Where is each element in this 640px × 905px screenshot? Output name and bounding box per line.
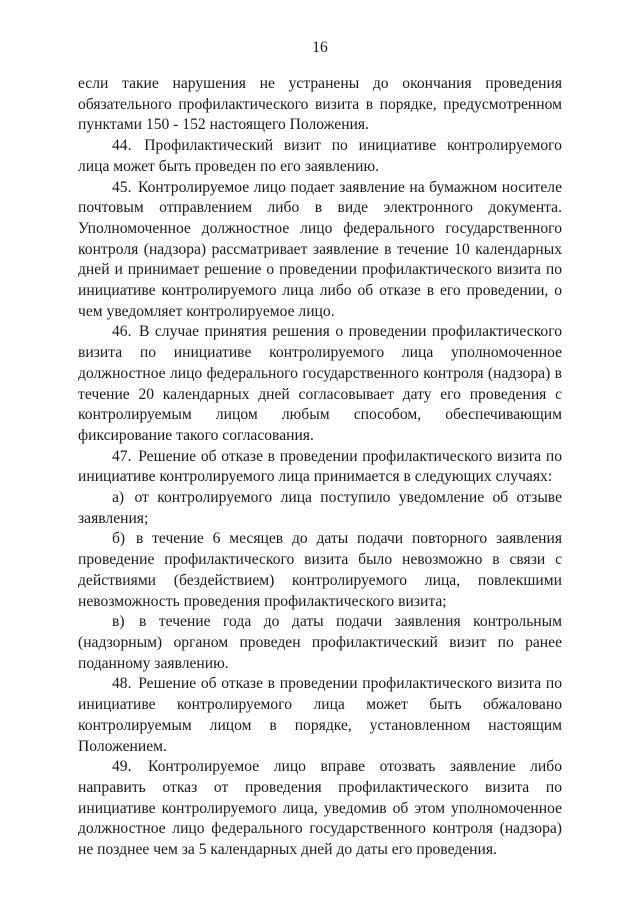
paragraph-continuation: [78, 74, 562, 136]
subitem-letter: б): [112, 530, 126, 548]
subitem-v: [78, 612, 562, 674]
paragraph-45: [78, 178, 562, 323]
document-body: [78, 74, 562, 861]
paragraph-text: Профилактический визит по инициативе контролируемого лица может быть проведен по его заявлению.: [78, 137, 562, 175]
paragraph-number: 48.: [112, 675, 132, 693]
paragraph-text: Решение об отказе в проведении профилактического визита по инициативе контролируемого лица принимается в следующих случаях:: [78, 447, 562, 486]
paragraph-number: 47.: [112, 447, 132, 465]
paragraph-text: Контролируемое лицо подает заявление на бумажном носителе почтовым отправлением либо в виде электронного документа. Уполномоченное должностное лицо федерального государственного контроля (надзора) рассматривает заявление в течение 10 календарных дней и принимает решение о проведении профилактического визита по инициативе контролируемого лица либо об отказе в его проведении, о чем уведомляет контролируемое лицо.: [78, 178, 562, 320]
subitem-letter: а): [112, 489, 125, 507]
subitem-a: [78, 488, 562, 529]
paragraph-text: если такие нарушения не устранены до окончания проведения обязательного профилактического визита в порядке, предусмотренном пунктами 150 - 152 настоящего Положения.: [78, 75, 562, 134]
subitem-letter: в): [112, 613, 125, 631]
paragraph-number: 44.: [112, 137, 132, 155]
page-number: 16: [312, 39, 328, 56]
paragraph-48: [78, 674, 562, 757]
paragraph-text: Решение об отказе в проведении профилактического визита по инициативе контролируемого лица может быть обжаловано контролируемым лицом в порядке, установленном настоящим Положением.: [78, 675, 562, 755]
paragraph-44: [78, 136, 562, 177]
paragraph-47: [78, 447, 562, 488]
paragraph-number: 45.: [112, 178, 132, 196]
paragraph-text: В случае принятия решения о проведении профилактического визита по инициативе контролируемого лица уполномоченное должностное лицо федерального государственного контроля (надзора) в течение 20 календарных дней согласовывает дату его проведения с контролируемым лицом любым способом, обеспечивающим фиксирование такого согласования.: [78, 323, 562, 444]
paragraph-46: [78, 322, 562, 446]
paragraph-49: [78, 757, 562, 861]
subitem-b: [78, 529, 562, 612]
paragraph-number: 46.: [112, 323, 132, 341]
subitem-text: в течение года до даты подачи заявления контрольным (надзорным) органом проведен профилактический визит по ранее поданному заявлению.: [78, 613, 562, 672]
paragraph-text: Контролируемое лицо вправе отозвать заявление либо направить отказ от проведения профилактического визита по инициативе контролируемого лица, уведомив об этом уполномоченное должностное лицо федерального государственного контроля (надзора) не позднее чем за 5 календарных дней до даты его проведения.: [78, 758, 562, 859]
subitem-text: от контролируемого лица поступило уведомление об отзыве заявления;: [78, 489, 562, 527]
paragraph-number: 49.: [112, 758, 132, 776]
subitem-text: в течение 6 месяцев до даты подачи повторного заявления проведение профилактического визита было невозможно в связи с действиями (бездействием) контролируемого лица, повлекшими невозможность проведения профилактического визита;: [78, 530, 562, 610]
